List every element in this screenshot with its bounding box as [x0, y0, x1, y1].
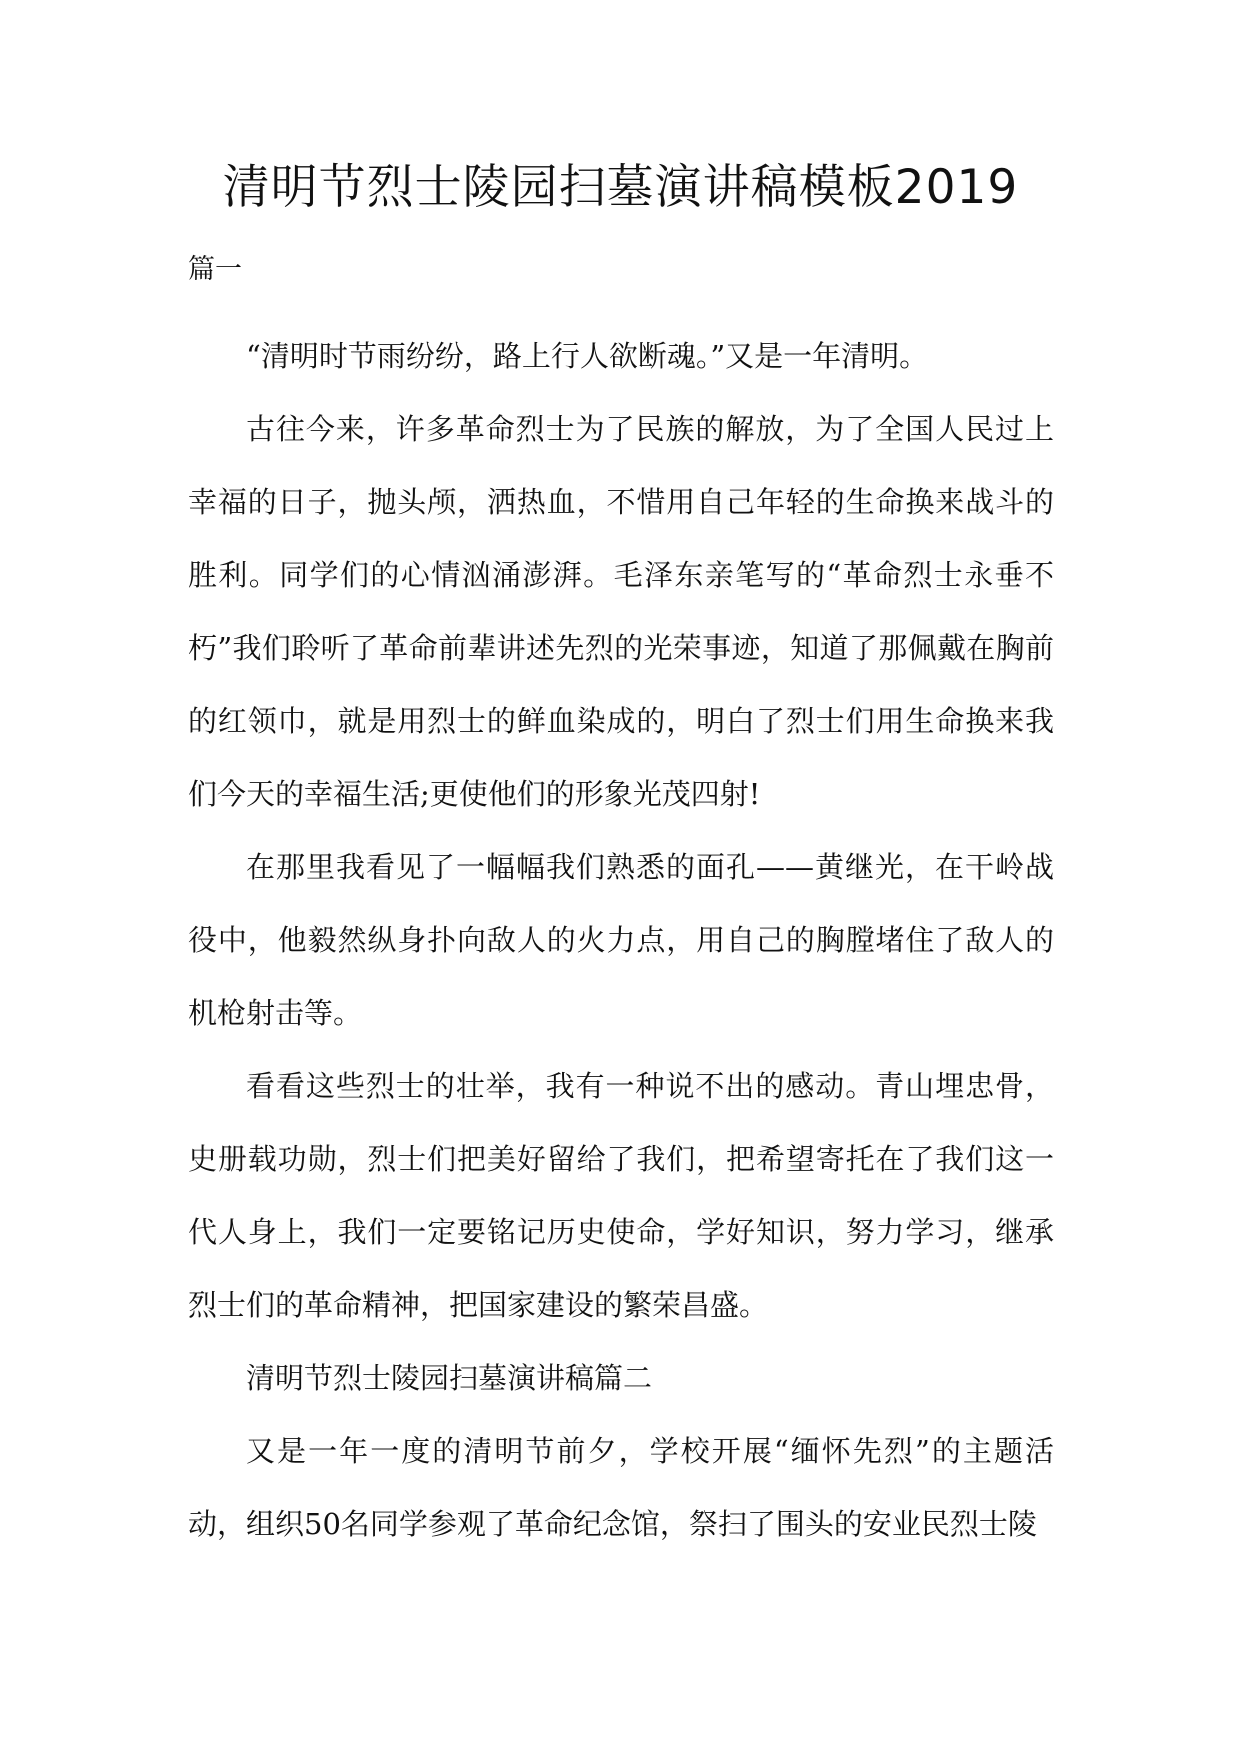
paragraph-3: 在那里我看见了一幅幅我们熟悉的面孔——黄继光，在干岭战役中，他毅然纵身扑向敌人的火力点，用自己的胸膛堵住了敌人的机枪射击等。 — [188, 850, 1054, 1030]
section-label: 篇一 — [188, 254, 242, 285]
paragraph-5: 又是一年一度的清明节前夕，学校开展“缅怀先烈”的主题活动，组织50名同学参观了革命纪念馆，祭扫了围头的安业民烈士陵 — [188, 1434, 1054, 1541]
document-body — [188, 320, 1054, 1561]
section-two-heading: 清明节烈士陵园扫墓演讲稿篇二 — [246, 1361, 653, 1395]
document-title: 清明节烈士陵园扫墓演讲稿模板2019 — [222, 160, 1019, 215]
paragraph-2: 古往今来，许多革命烈士为了民族的解放，为了全国人民过上幸福的日子，抛头颅，洒热血，不惜用自己年轻的生命换来战斗的胜利。同学们的心情汹涌澎湃。毛泽东亲笔写的“革命烈士永垂不朽”我们聆听了革命前辈讲述先烈的光荣事迹，知道了那佩戴在胸前的红领巾，就是用烈士的鲜血染成的，明白了烈士们用生命换来我们今天的幸福生活;更使他们的形象光茂四射! — [188, 412, 1054, 811]
paragraph-1: “清明时节雨纷纷，路上行人欲断魂。”又是一年清明。 — [246, 339, 929, 373]
paragraph-4: 看看这些烈士的壮举，我有一种说不出的感动。青山埋忠骨，史册载功勋，烈士们把美好留给了我们，把希望寄托在了我们这一代人身上，我们一定要铭记历史使命，学好知识，努力学习，继承烈士们的革命精神，把国家建设的繁荣昌盛。 — [188, 1069, 1054, 1322]
